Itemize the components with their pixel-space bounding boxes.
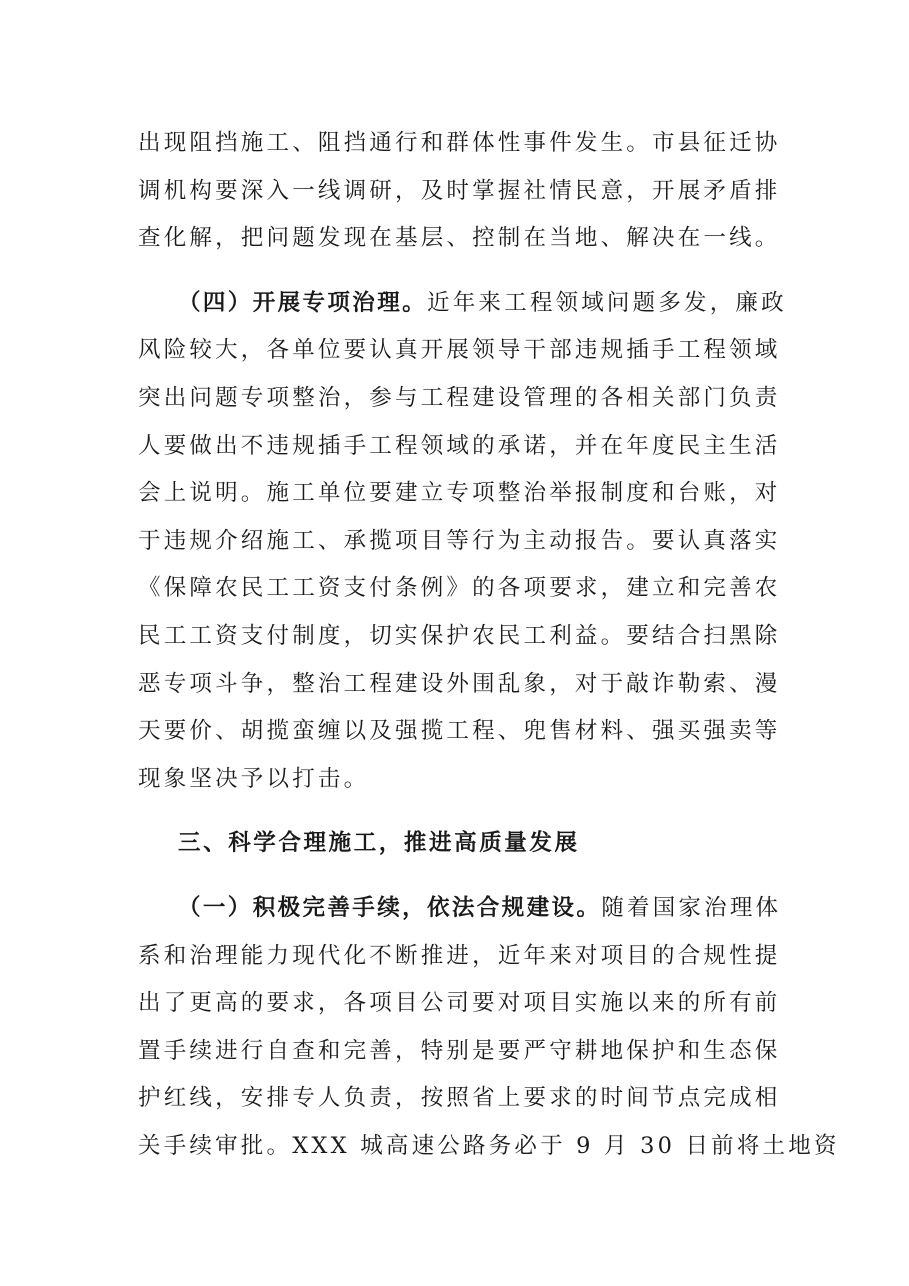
text-line: 恶专项斗争，整治工程建设外围乱象，对于敲诈勒索、漫 — [138, 670, 781, 697]
text-line: 现象坚决予以打击。 — [138, 765, 370, 792]
text-line — [138, 280, 787, 328]
paragraph-continuation — [138, 120, 781, 263]
document-body — [138, 120, 840, 1170]
text-fragment: 随着国家治理体 — [601, 894, 782, 921]
text-line — [138, 885, 782, 933]
text-line: 风险较大，各单位要认真开展领导干部违规插手工程领域 — [138, 337, 781, 364]
text-line: 关手续审批。XXX 城高速公路务必于 9 月 30 日前将土地资 — [138, 1132, 840, 1159]
text-line: 突出问题专项整治，参与工程建设管理的各相关部门负责 — [138, 384, 781, 411]
paragraph-special-governance — [138, 280, 787, 804]
text-line: 民工工资支付制度，切实保护农民工利益。要结合扫黑除 — [138, 622, 781, 649]
paragraph-lead-heading: （一）积极完善手续，依法合规建设。 — [178, 894, 602, 921]
section-heading-text: 三、科学合理施工，推进高质量发展 — [178, 830, 580, 857]
paragraph-lead-heading: （四）开展专项治理。 — [178, 289, 428, 316]
paragraph-gap — [138, 263, 778, 280]
text-line: 天要价、胡揽蛮缠以及强揽工程、兜售材料、强买强卖等 — [138, 718, 781, 745]
text-line: 查化解，把问题发现在基层、控制在当地、解决在一线。 — [138, 225, 781, 252]
paragraph-procedures — [138, 885, 840, 1171]
section-heading — [138, 820, 778, 868]
text-fragment: 近年来工程领域问题多发，廉政 — [427, 289, 787, 316]
text-line: 出现阻挡施工、阻挡通行和群体性事件发生。市县征迁协 — [138, 130, 781, 156]
text-line: 人要做出不违规插手工程领域的承诺，并在年度民主生活 — [138, 432, 781, 459]
text-line: 护红线，安排专人负责，按照省上要求的时间节点完成相 — [138, 1085, 781, 1112]
paragraph-gap — [138, 803, 778, 820]
text-line: 出了更高的要求，各项目公司要对项目实施以来的所有前 — [138, 990, 781, 1017]
text-line: 会上说明。施工单位要建立专项整治举报制度和台账，对 — [138, 480, 781, 507]
text-line: 置手续进行自查和完善，特别是要严守耕地保护和生态保 — [138, 1037, 781, 1064]
text-line: 于违规介绍施工、承揽项目等行为主动报告。要认真落实 — [138, 527, 781, 554]
paragraph-gap — [138, 868, 778, 885]
text-line: 系和治理能力现代化不断推进，近年来对项目的合规性提 — [138, 942, 781, 969]
text-line: 调机构要深入一线调研，及时掌握社情民意，开展矛盾排 — [138, 177, 781, 204]
text-line: 《保障农民工工资支付条例》的各项要求，建立和完善农 — [138, 575, 781, 602]
